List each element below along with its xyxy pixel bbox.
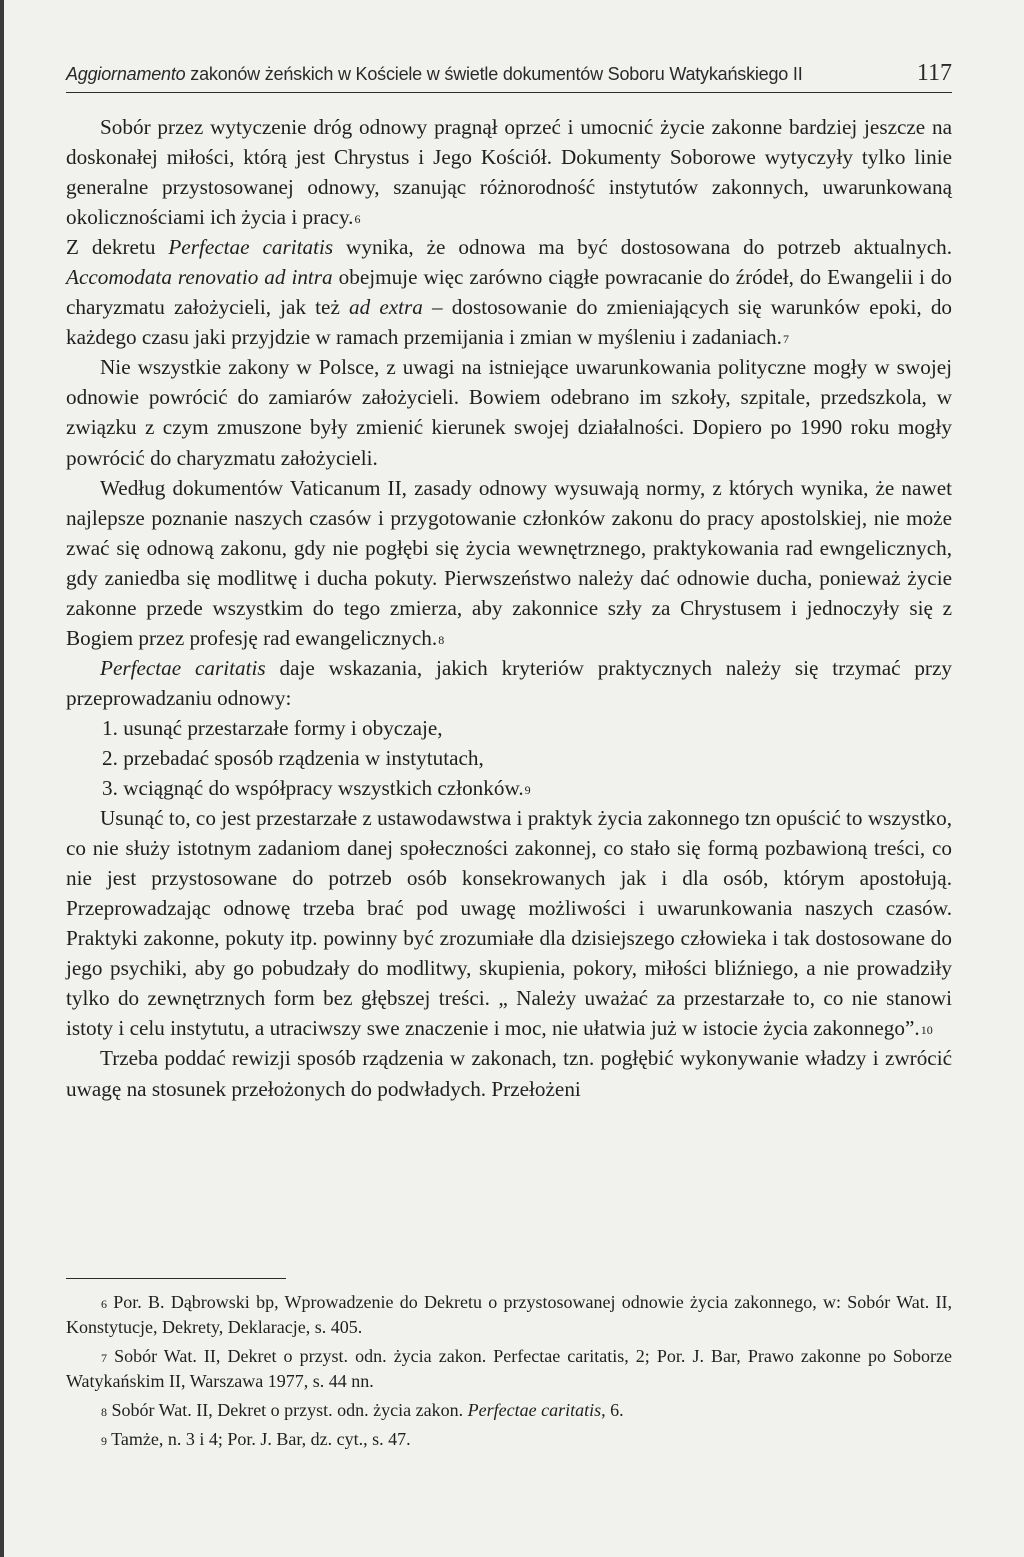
paragraph-2-text-e: obejmuje więc zarówno ciągłe powracanie do źródeł, do Ewangelii i do charyzmatu założycieli, jak też [66, 265, 952, 320]
paragraph-7: Trzeba poddać rewizji sposób rządzenia w zakonach, tzn. pogłębić wykonywanie władzy i zwrócić uwagę na stosunek przełożonych do podwładych. Przełożeni [66, 1046, 952, 1101]
footnote-8 [66, 1398, 952, 1423]
footnote-ref-8: 8 [438, 632, 445, 647]
paragraph-5 [66, 653, 952, 713]
footnote-6-number: 6 [101, 1297, 107, 1311]
footnote-ref-7: 7 [782, 332, 789, 347]
running-title [66, 64, 803, 85]
footnote-divider [66, 1278, 286, 1279]
criteria-list [66, 713, 952, 803]
paragraph-4-text: Według dokumentów Vaticanum II, zasady odnowy wysuwają normy, z których wynika, że nawet najlepsze poznanie naszych czasów i przygotowanie członków zakonu do pracy apostolskiej, nie może zwać się odnową zakonu, gdy nie pogłębi się życia wewnętrznego, praktykowania rad ewngelicznych, gdy zaniedba się modlitwę i ducha pokuty. Pierwszeństwo należy dać odnowie ducha, ponieważ życie zakonne przede wszystkim do tego zmierza, aby zakonnice szły za Chrystusem i jednoczyły się z Bogiem przez profesję rad ewangelicznych. [66, 475, 952, 650]
paragraph-3: Nie wszystkie zakony w Polsce, z uwagi na istniejące uwarunkowania polityczne mogły w swojej odnowie powrócić do zamiarów założycieli. Bowiem odebrano im szkoły, szpitale, przedszkola, w związku z czym zmuszone były zmienić kierunek swojej działalności. Dopiero po 1990 roku mogły powrócić do charyzmatu założycieli. [66, 355, 952, 470]
paragraph-2 [66, 232, 952, 352]
running-header [66, 58, 952, 93]
paragraph-2-text-g: – dostosowanie do zmieniających się warunków epoki, do każdego czasu jaki przyjdzie w ramach przemijania i zmian w myśleniu i zadaniach. [66, 295, 953, 350]
footnote-8-number: 8 [101, 1405, 107, 1419]
running-title-rest: zakonów żeńskich w Kościele w świetle dokumentów Soboru Watykańskiego II [185, 64, 803, 84]
list-item [102, 773, 952, 803]
footnote-9-number: 9 [101, 1434, 107, 1448]
page-number: 117 [916, 60, 952, 86]
paragraph-2-text-a: Z dekretu [66, 235, 169, 260]
paragraph-2-italic-ad-extra: ad extra [349, 295, 423, 320]
footnotes [66, 1290, 952, 1456]
footnote-ref-10: 10 [920, 1023, 933, 1038]
paragraph-2-italic-accomodata: Accomodata renovatio ad intra [66, 265, 333, 290]
paragraph-2-text-c: wynika, że odnowa ma być dostosowana do potrzeb aktualnych. [333, 235, 952, 260]
footnote-6 [66, 1290, 952, 1340]
list-item: 1. usunąć przestarzałe formy i obyczaje, [102, 715, 443, 740]
footnote-7-number: 7 [101, 1351, 107, 1365]
footnote-7 [66, 1344, 952, 1394]
paragraph-6 [66, 803, 952, 1043]
paragraph-4 [66, 473, 952, 653]
footnote-7-text: Sobór Wat. II, Dekret o przyst. odn. życia zakon. Perfectae caritatis, 2; Por. J. Bar, Prawo zakonne po Soborze Watykańskim II, Warszawa 1977, s. 44 nn. [66, 1346, 952, 1391]
paragraph-2-italic-perfectae: Perfectae caritatis [168, 235, 334, 260]
running-title-italic: Aggiornamento [66, 64, 186, 84]
footnote-8-text-a: Sobór Wat. II, Dekret o przyst. odn. życia zakon. [107, 1400, 468, 1420]
footnote-9 [66, 1427, 952, 1452]
footnote-ref-9: 9 [524, 783, 531, 798]
footnote-8-text-c: 6. [605, 1400, 624, 1420]
paragraph-5-italic-perfectae: Perfectae caritatis [100, 655, 266, 680]
footnote-6-text: Por. B. Dąbrowski bp, Wprowadzenie do Dekretu o przystosowanej odnowie życia zakonnego, w: Sobór Wat. II, Konstytucje, Dekrety, Deklaracje, s. 405. [66, 1292, 952, 1337]
paragraph-1-text: Sobór przez wytyczenie dróg odnowy pragnął oprzeć i umocnić życie zakonne bardziej jeszcze na doskonałej miłości, którą jest Chrystus i Jego Kościół. Dokumenty Soborowe wytyczyły tylko linie generalne przystosowanej odnowy, szanując różnorodność instytutów zakonnych, uwarunkowaną okolicznościami ich życia i pracy. [66, 115, 952, 230]
paragraph-5-text: daje wskazania, jakich kryteriów praktycznych należy się trzymać przy przeprowadzaniu odnowy: [66, 655, 952, 710]
paragraph-1 [66, 112, 952, 232]
footnote-8-italic: Perfectae caritatis, [467, 1400, 606, 1420]
main-text [66, 112, 952, 1104]
paragraph-6-text: Usunąć to, co jest przestarzałe z ustawodawstwa i praktyk życia zakonnego tzn opuścić to wszystko, co nie służy istotnym zadaniom danej społeczności zakonnej, co stało się formą pozbawioną treści, co nie jest przystosowane do potrzeb osób konsekrowanych jak i dla osób, którym apostołują. Przeprowadzając odnowę trzeba brać pod uwagę możliwości i uwarunkowania naszych czasów. Praktyki zakonne, pokuty itp. powinny być zrozumiałe dla dzisiejszego człowieka i tak dostosowane do jego psychiki, aby go pobudzały do modlitwy, skupienia, pokory, miłości bliźniego, a nie prowadziły tylko do zewnętrznych form bez głębszej treści. „ Należy uważać za przestarzałe to, co nie stanowi istoty i celu instytutu, a utraciwszy swe znaczenie i moc, nie ułatwia już w istocie życia zakonnego”. [66, 806, 952, 1041]
list-item-text: 3. wciągnąć do współpracy wszystkich członków. [102, 776, 524, 801]
footnote-9-text: Tamże, n. 3 i 4; Por. J. Bar, dz. cyt., s. 47. [107, 1429, 411, 1449]
list-item: 2. przebadać sposób rządzenia w instytutach, [102, 745, 484, 770]
footnote-ref-6: 6 [354, 212, 361, 227]
